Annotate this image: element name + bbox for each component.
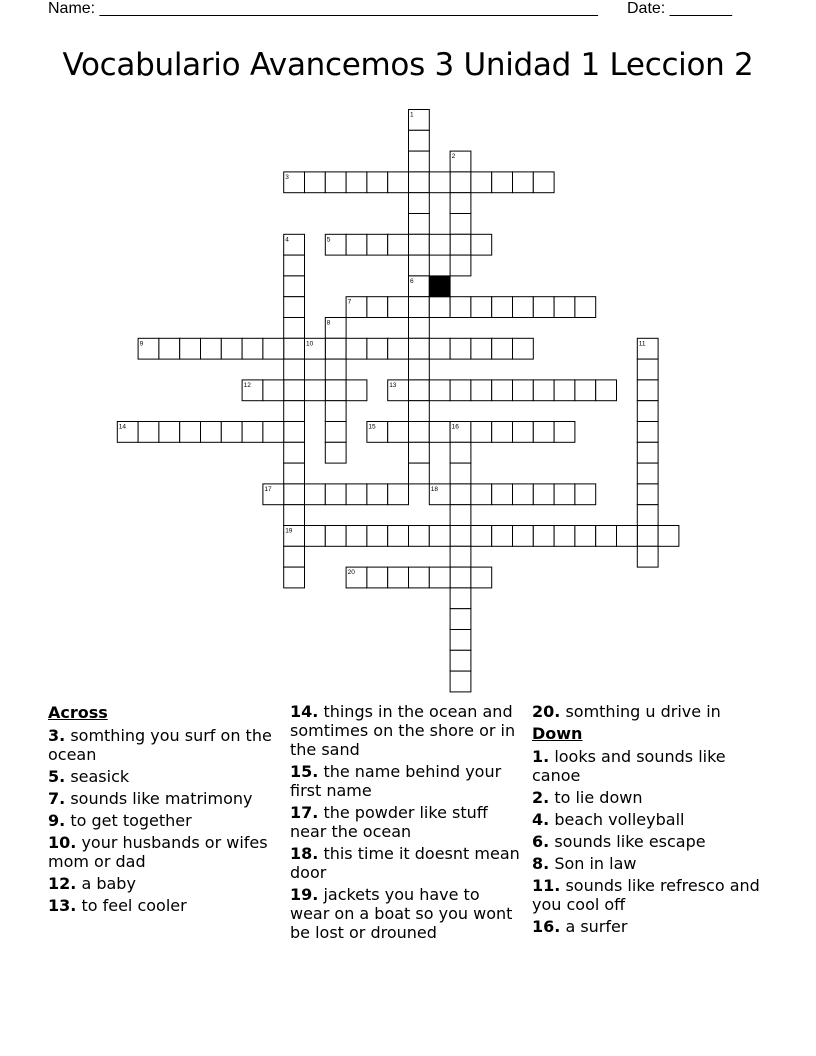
grid-cell[interactable]: [554, 484, 575, 505]
grid-cell[interactable]: [284, 276, 305, 297]
clue-number-label: 14: [118, 423, 127, 431]
grid-cell[interactable]: [388, 526, 409, 547]
grid-cell[interactable]: [409, 442, 430, 463]
grid-cell[interactable]: [284, 297, 305, 318]
grid-cell[interactable]: [637, 546, 658, 567]
grid-cell[interactable]: [409, 380, 430, 401]
grid-cell[interactable]: [388, 338, 409, 359]
grid-cell[interactable]: [201, 338, 222, 359]
grid-cell[interactable]: [367, 172, 388, 193]
grid-cell[interactable]: [554, 297, 575, 318]
clue-number: 19.: [290, 885, 319, 904]
clue-number-label: 11: [638, 340, 646, 348]
grid-cell[interactable]: [429, 234, 450, 255]
grid-cell[interactable]: [471, 338, 492, 359]
grid-cell[interactable]: [471, 567, 492, 588]
across-clue-5: [48, 767, 273, 786]
grid-cell[interactable]: [284, 359, 305, 380]
clue-number: 8.: [532, 854, 550, 873]
grid-cell[interactable]: [575, 484, 596, 505]
clue-column-3: [532, 702, 762, 939]
grid-cell[interactable]: [367, 338, 388, 359]
grid-cell[interactable]: [159, 338, 180, 359]
grid-cell[interactable]: [554, 526, 575, 547]
clue-column-2: [290, 702, 520, 945]
grid-cell[interactable]: [409, 130, 430, 151]
grid-cell[interactable]: [367, 567, 388, 588]
grid-cell[interactable]: [429, 380, 450, 401]
grid-cell[interactable]: [637, 505, 658, 526]
grid-cell[interactable]: [471, 172, 492, 193]
clue-text: this time it doesnt mean door: [290, 844, 520, 882]
grid-cell[interactable]: [637, 463, 658, 484]
down-heading: Down: [532, 724, 583, 743]
grid-cell[interactable]: [221, 422, 242, 443]
grid-cell[interactable]: [450, 567, 471, 588]
grid-cell[interactable]: [450, 193, 471, 214]
grid-cell[interactable]: [429, 172, 450, 193]
grid-cell[interactable]: [513, 297, 534, 318]
grid-cell[interactable]: [409, 526, 430, 547]
clue-number: 4.: [532, 810, 550, 829]
clue-number-label: 7: [347, 298, 352, 306]
grid-cell[interactable]: [492, 172, 513, 193]
grid-cell[interactable]: [450, 671, 471, 692]
grid-cell[interactable]: [575, 297, 596, 318]
grid-cell[interactable]: [429, 422, 450, 443]
grid-cell[interactable]: [513, 380, 534, 401]
grid-cell[interactable]: [513, 338, 534, 359]
grid-cell[interactable]: [492, 422, 513, 443]
grid-cell[interactable]: [346, 526, 367, 547]
grid-cell[interactable]: [450, 588, 471, 609]
grid-cell[interactable]: [409, 151, 430, 172]
grid-cell[interactable]: [429, 338, 450, 359]
grid-cell[interactable]: [346, 380, 367, 401]
clue-text: a surfer: [565, 917, 628, 936]
clue-number: 1.: [532, 747, 550, 766]
clue-text: your husbands or wifes mom or dad: [48, 833, 268, 871]
grid-cell[interactable]: [284, 567, 305, 588]
grid-cell[interactable]: [305, 172, 326, 193]
grid-cell[interactable]: [513, 422, 534, 443]
clue-number: 5.: [48, 767, 66, 786]
clue-text: somthing you surf on the ocean: [48, 726, 272, 764]
grid-cell[interactable]: [513, 484, 534, 505]
clue-number: 11.: [532, 876, 561, 895]
grid-cell[interactable]: [263, 422, 284, 443]
grid-cell[interactable]: [409, 193, 430, 214]
down-clue-1: [532, 747, 762, 785]
clue-number-label: 13: [389, 381, 397, 389]
grid-cell[interactable]: [429, 567, 450, 588]
grid-cell[interactable]: [284, 484, 305, 505]
grid-cell[interactable]: [492, 297, 513, 318]
grid-cell[interactable]: [450, 255, 471, 276]
grid-cell[interactable]: [533, 172, 554, 193]
clue-number-label: 19: [285, 527, 293, 535]
grid-cell[interactable]: [346, 484, 367, 505]
grid-cell[interactable]: [492, 484, 513, 505]
down-clue-8: [532, 854, 762, 873]
grid-cell[interactable]: [492, 526, 513, 547]
grid-cell[interactable]: [367, 234, 388, 255]
page-title: Vocabulario Avancemos 3 Unidad 1 Leccion 2: [62, 47, 754, 83]
grid-cell[interactable]: [242, 422, 263, 443]
grid-cell[interactable]: [284, 255, 305, 276]
grid-cell[interactable]: [492, 380, 513, 401]
grid-cell[interactable]: [325, 422, 346, 443]
grid-cell[interactable]: [409, 172, 430, 193]
grid-cell[interactable]: [533, 422, 554, 443]
grid-cell[interactable]: [305, 526, 326, 547]
grid-cell[interactable]: [409, 401, 430, 422]
grid-cell[interactable]: [492, 338, 513, 359]
grid-cell[interactable]: [263, 380, 284, 401]
grid-cell[interactable]: [409, 567, 430, 588]
clue-number-label: 17: [264, 485, 272, 493]
grid-cell[interactable]: [554, 380, 575, 401]
grid-cell[interactable]: [513, 526, 534, 547]
clue-text: jackets you have to wear on a boat so you wont be lost or drouned: [290, 885, 513, 942]
clue-text: to feel cooler: [81, 896, 187, 915]
clue-number-label: 18: [430, 485, 439, 493]
clue-text: beach volleyball: [554, 810, 685, 829]
clue-number: 13.: [48, 896, 77, 915]
grid-cell[interactable]: [637, 484, 658, 505]
grid-cell[interactable]: [533, 526, 554, 547]
across-clue-7: [48, 789, 273, 808]
across-clue-18: [290, 844, 520, 882]
across-clue-19: [290, 885, 520, 942]
across-clue-14: [290, 702, 520, 759]
grid-cell[interactable]: [450, 297, 471, 318]
clue-number-label: 6: [410, 277, 414, 285]
grid-cell[interactable]: [637, 526, 658, 547]
clue-text: seasick: [70, 767, 130, 786]
grid-cell[interactable]: [284, 422, 305, 443]
grid-cell[interactable]: [388, 422, 409, 443]
grid-cell[interactable]: [284, 546, 305, 567]
across-clue-20: [532, 702, 762, 721]
grid-cell[interactable]: [471, 297, 492, 318]
grid-cell[interactable]: [180, 338, 201, 359]
clue-number: 3.: [48, 726, 66, 745]
grid-cell[interactable]: [242, 338, 263, 359]
grid-cell[interactable]: [450, 526, 471, 547]
grid-cell[interactable]: [284, 442, 305, 463]
clue-number-label: 3: [285, 173, 289, 181]
grid-cell[interactable]: [325, 442, 346, 463]
grid-cell[interactable]: [159, 422, 180, 443]
clue-number: 20.: [532, 702, 561, 721]
grid-cell[interactable]: [325, 484, 346, 505]
across-heading: Across: [48, 703, 108, 722]
grid-cell[interactable]: [450, 546, 471, 567]
grid-cell[interactable]: [450, 214, 471, 235]
across-clue-10: [48, 833, 273, 871]
down-clue-11: [532, 876, 762, 914]
clue-text: the name behind your first name: [290, 762, 502, 800]
grid-cell[interactable]: [471, 526, 492, 547]
clue-text: sounds like escape: [554, 832, 706, 851]
grid-cell[interactable]: [367, 526, 388, 547]
grid-cell[interactable]: [637, 401, 658, 422]
grid-cell[interactable]: [575, 380, 596, 401]
clue-number: 18.: [290, 844, 319, 863]
grid-cell[interactable]: [409, 297, 430, 318]
clue-number-label: 8: [326, 319, 331, 327]
grid-cell[interactable]: [450, 630, 471, 651]
blocked-cell: [429, 276, 450, 297]
clue-number: 14.: [290, 702, 319, 721]
grid-cell[interactable]: [388, 172, 409, 193]
clue-number-label: 4: [285, 236, 289, 244]
grid-cell[interactable]: [637, 442, 658, 463]
grid-cell[interactable]: [513, 172, 534, 193]
grid-cell[interactable]: [201, 422, 222, 443]
grid-cell[interactable]: [575, 526, 596, 547]
grid-cell[interactable]: [596, 380, 617, 401]
across-clue-17: [290, 803, 520, 841]
clue-number-label: 5: [326, 236, 331, 244]
clue-number: 9.: [48, 811, 66, 830]
down-clue-4: [532, 810, 762, 829]
clue-text: Son in law: [554, 854, 637, 873]
grid-cell[interactable]: [409, 422, 430, 443]
grid-cell[interactable]: [471, 234, 492, 255]
grid-cell[interactable]: [617, 526, 638, 547]
date-field-label: Date: _______: [627, 0, 732, 17]
grid-cell[interactable]: [284, 338, 305, 359]
clue-text: things in the ocean and somtimes on the shore or in the sand: [290, 702, 516, 759]
grid-cell[interactable]: [450, 338, 471, 359]
clue-number: 7.: [48, 789, 66, 808]
grid-cell[interactable]: [637, 380, 658, 401]
grid-cell[interactable]: [596, 526, 617, 547]
grid-cell[interactable]: [450, 609, 471, 630]
grid-cell[interactable]: [450, 172, 471, 193]
grid-cell[interactable]: [409, 359, 430, 380]
clue-number: 17.: [290, 803, 319, 822]
grid-cell[interactable]: [658, 526, 679, 547]
grid-cell[interactable]: [346, 234, 367, 255]
grid-cell[interactable]: [450, 380, 471, 401]
across-clue-9: [48, 811, 273, 830]
clue-number-label: 15: [368, 423, 376, 431]
grid-cell[interactable]: [409, 463, 430, 484]
clue-text: sounds like matrimony: [70, 789, 253, 808]
clue-column-1: [48, 702, 273, 918]
grid-cell[interactable]: [409, 318, 430, 339]
grid-cell[interactable]: [637, 422, 658, 443]
clue-number-label: 1: [410, 111, 414, 119]
grid-cell[interactable]: [429, 526, 450, 547]
grid-cell[interactable]: [533, 484, 554, 505]
grid-cell[interactable]: [284, 505, 305, 526]
grid-cell[interactable]: [180, 422, 201, 443]
grid-cell[interactable]: [367, 297, 388, 318]
clue-text: somthing u drive in: [565, 702, 721, 721]
grid-cell[interactable]: [325, 359, 346, 380]
down-clue-6: [532, 832, 762, 851]
clue-number: 2.: [532, 788, 550, 807]
grid-cell[interactable]: [305, 484, 326, 505]
grid-cell[interactable]: [471, 380, 492, 401]
across-clue-3: [48, 726, 273, 764]
across-clue-15: [290, 762, 520, 800]
grid-cell[interactable]: [429, 297, 450, 318]
clue-number: 12.: [48, 874, 77, 893]
grid-cell[interactable]: [284, 318, 305, 339]
across-clue-12: [48, 874, 273, 893]
grid-cell[interactable]: [305, 380, 326, 401]
grid-cell[interactable]: [284, 463, 305, 484]
grid-cell[interactable]: [450, 650, 471, 671]
clue-number-label: 2: [451, 153, 456, 161]
clue-text: a baby: [81, 874, 136, 893]
clue-number-label: 16: [451, 423, 459, 431]
grid-cell[interactable]: [388, 297, 409, 318]
clue-number: 10.: [48, 833, 77, 852]
grid-cell[interactable]: [221, 338, 242, 359]
grid-cell[interactable]: [450, 505, 471, 526]
grid-cell[interactable]: [409, 214, 430, 235]
grid-cell[interactable]: [450, 463, 471, 484]
grid-cell[interactable]: [325, 380, 346, 401]
grid-cell[interactable]: [450, 442, 471, 463]
grid-cell[interactable]: [367, 484, 388, 505]
down-clue-16: [532, 917, 762, 936]
clue-number-label: 20: [347, 569, 355, 577]
clue-text: the powder like stuff near the ocean: [290, 803, 488, 841]
grid-cell[interactable]: [471, 422, 492, 443]
clue-text: looks and sounds like canoe: [532, 747, 726, 785]
grid-cell[interactable]: [388, 567, 409, 588]
grid-cell[interactable]: [325, 526, 346, 547]
grid-cell[interactable]: [450, 234, 471, 255]
clue-number-label: 10: [306, 340, 314, 348]
grid-cell[interactable]: [325, 401, 346, 422]
name-field-label: Name: ________________________________________________________: [48, 0, 598, 17]
grid-cell[interactable]: [450, 484, 471, 505]
clue-text: to lie down: [554, 788, 643, 807]
grid-cell[interactable]: [346, 338, 367, 359]
grid-cell[interactable]: [325, 172, 346, 193]
clue-text: sounds like refresco and you cool off: [532, 876, 760, 914]
grid-cell[interactable]: [409, 255, 430, 276]
grid-cell[interactable]: [284, 401, 305, 422]
grid-cell[interactable]: [471, 484, 492, 505]
clue-text: to get together: [70, 811, 192, 830]
grid-cell[interactable]: [346, 172, 367, 193]
grid-cell[interactable]: [388, 234, 409, 255]
grid-cell[interactable]: [284, 380, 305, 401]
clue-number: 15.: [290, 762, 319, 781]
grid-cell[interactable]: [263, 338, 284, 359]
grid-cell[interactable]: [533, 380, 554, 401]
clue-number: 16.: [532, 917, 561, 936]
clue-number-label: 9: [139, 340, 144, 348]
across-clue-13: [48, 896, 273, 915]
down-clue-2: [532, 788, 762, 807]
clue-number-label: 12: [243, 381, 251, 389]
grid-cell[interactable]: [409, 338, 430, 359]
grid-cell[interactable]: [409, 234, 430, 255]
grid-cell[interactable]: [554, 422, 575, 443]
grid-cell[interactable]: [388, 484, 409, 505]
grid-cell[interactable]: [138, 422, 159, 443]
grid-cell[interactable]: [533, 297, 554, 318]
grid-cell[interactable]: [325, 338, 346, 359]
clue-number: 6.: [532, 832, 550, 851]
grid-cell[interactable]: [637, 359, 658, 380]
